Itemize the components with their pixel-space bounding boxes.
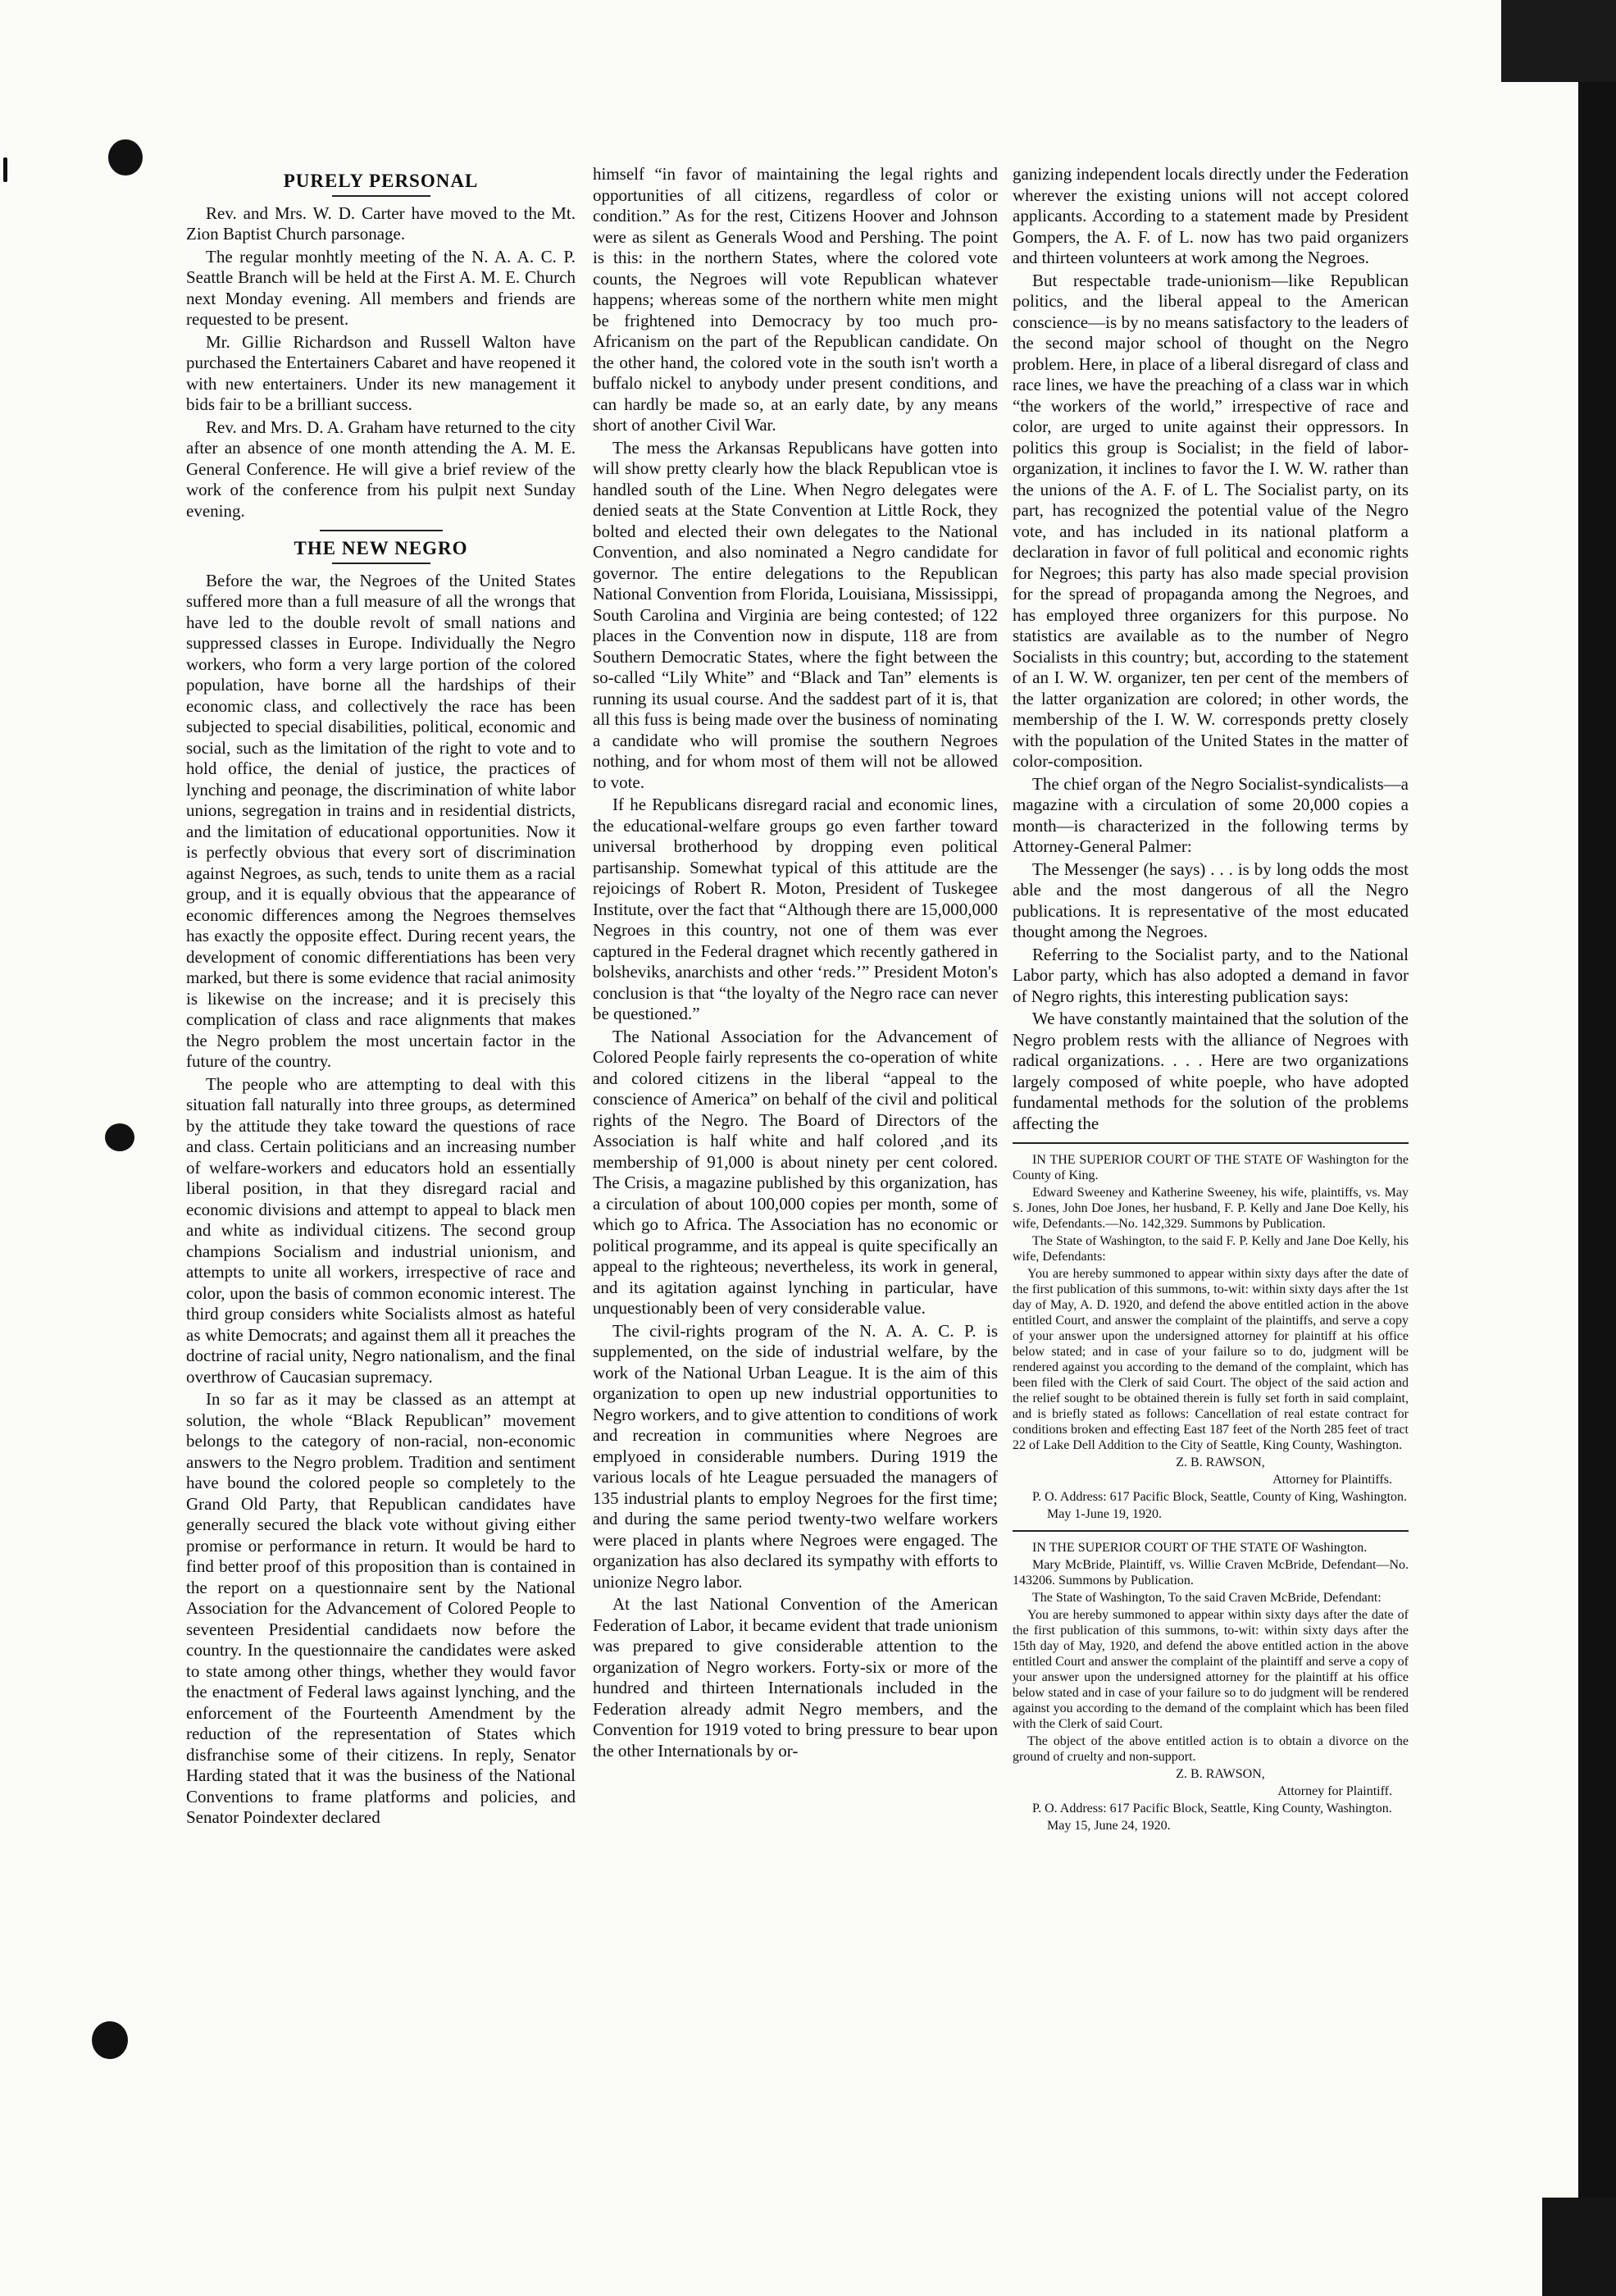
- column-2: [593, 164, 998, 1763]
- column-3: [1013, 164, 1409, 1835]
- notice-parties: Edward Sweeney and Katherine Sweeney, his wife, plaintiffs, vs. May S. Jones, John Doe Jones, her husband, F. P. Kelly and Jane Doe Kelly, his wife, Defendants.—No. 142,329. Summons by Publication.: [1013, 1186, 1409, 1231]
- notice-signer-title: Attorney for Plaintiffs.: [1272, 1473, 1392, 1487]
- ink-mark: [3, 157, 7, 182]
- scan-corner-top: [1501, 0, 1616, 82]
- notice-divider: [1013, 1142, 1409, 1144]
- column-1: [186, 164, 576, 1830]
- article-paragraph: The people who are attempting to deal with this situation fall naturally into three groups, as determined by the attitude they take toward the questions of race and class. Certain politicians and an increasing number of welfare-workers and educators hold an essentially liberal position, in that they disregard racial and economic divisions and attempt to appeal to black men and white as individual citizens. The second group champions Socialism and industrial unionism, and attempts to unite all workers, irrespective of race and color, upon the basis of common economic interest. The third group considers white Socialists almost as hateful as white Democrats; and against them all it preaches the doctrine of racial unity, Negro nationalism, and the final overthrow of Caucasian supremacy.: [186, 1073, 576, 1387]
- article-paragraph: The civil-rights program of the N. A. A. C. P. is supplemented, on the side of industrial welfare, by the work of the National Urban League. It is the aim of this organization to open up new industrial opportunities to Negro workers, and to give attention to conditions of work and recreation in communities where Negroes are emplyoed in considerable numbers. During 1919 the various locals of hte League persuaded the managers of 135 industrial plants to employ Negroes for the first time; and during the same period twenty-two welfare workers were placed in plants where Negroes were engaged. The organization has also declared its sympathy with efforts to unionize Negro labor.: [593, 1320, 998, 1592]
- section-rule: [320, 530, 443, 531]
- notice-dates: May 15, June 24, 1920.: [1047, 1819, 1171, 1833]
- new-negro-heading: THE NEW NEGRO: [294, 538, 468, 558]
- scan-corner-bottom: [1542, 2198, 1616, 2296]
- notice-parties: Mary McBride, Plaintiff, vs. Willie Craven McBride, Defendant—No. 143206. Summons by Publication.: [1013, 1558, 1409, 1588]
- notice-body: You are hereby summoned to appear within sixty days after the date of the first publication of this summons, to-wit: within sixty days after the 15th day of May, 1920, and defend the above entitled action in the above entitled Court and answer the complaint of the plaintiff and serve a copy of your answer upon the undersigned attorney for the plaintiff at his office below stated and in case of your failure so to do judgment will be rendered against you according to the demand of the complaint which has been filed with the Clerk of said Court.: [1013, 1608, 1409, 1731]
- notice-address: P. O. Address: 617 Pacific Block, Seattle, County of King, Washington.: [1032, 1490, 1408, 1504]
- article-paragraph: At the last National Convention of the American Federation of Labor, it became evident that trade unionism was prepared to give considerable attention to the organization of Negro workers. Forty-six or more of the hundred and thirteen Internationals included in the Federation already admit Negro members, and the Convention for 1919 voted to bring pressure to bear upon the other Internationals by or-: [593, 1594, 998, 1761]
- heading-rule: [332, 195, 430, 197]
- article-paragraph: The chief organ of the Negro Socialist-syndicalists—a magazine with a circulation of some 20,000 copies a month—is characterized in the following terms by Attorney-General Palmer:: [1013, 773, 1409, 856]
- notice-object: The object of the above entitled action is to obtain a divorce on the ground of cruelty and non-support.: [1013, 1734, 1409, 1764]
- article-paragraph: In so far as it may be classed as an attempt at solution, the whole “Black Republican” movement belongs to the category of non-racial, non-economic answers to the Negro problem. Tradition and sentiment have bound the colored people so completely to the Grand Old Party, that Republican candidates have generally secured the black vote without giving either promise or performance in return. It would be hard to find better proof of this proposition than is contained in the report on a questionnaire sent by the National Association for the Advancement of Colored People to seventeen Presidential candidaets now before the country. In the questionnaire the candidates were asked to state among other things, whether they would favor the enactment of Federal laws against lynching, and the enforcement of the Fourteenth Amendment by the reduction of the representation of States which disfranchise some of their citizens. In reply, Senator Harding stated that it was the business of the National Conventions to frame platforms and policies, and Senator Poindexter declared: [186, 1389, 576, 1827]
- article-paragraph: But respectable trade-unionism—like Republican politics, and the liberal appeal to the American conscience—is by no means satisfactory to the leaders of the second major school of thought on the Negro problem. Here, in place of a liberal disregard of class and race lines, we have the preaching of a class war in which “the workers of the world,” irrespective of race and color, are urged to unite against their oppressors. In politics this group is Socialist; in the field of labor-organization, it inclines to favor the I. W. W. rather than the unions of the A. F. of L. The Socialist party, on its part, has recognized the potential value of the Negro vote, and has included in its national platform a declaration in favor of full political and economic rights for Negroes; this party has also made special provision for the spread of propaganda among the Negroes, and has employed three organizers for this purpose. No statistics are available as to the number of Negro Socialists in this country; but, according to the statement of an I. W. W. organizer, ten per cent of the members of the latter organization are colored; in other words, the membership of the I. W. W. corresponds pretty closely with the population of the United States in the matter of color-composition.: [1013, 270, 1409, 771]
- article-paragraph: himself “in favor of maintaining the legal rights and opportunities of all citizens, regardless of color or condition.” As for the rest, Citizens Hoover and Johnson were as silent as Generals Wood and Pershing. The point is this: in the northern States, where the colored vote counts, the Negroes will vote Republican whatever happens; whereas some of the northern white men might be frightened into Democracy by too much pro-Africanism on the part of the Republican candidate. On the other hand, the colored vote in the south isn't worth a buffalo nickel to anybody under present conditions, and can hardly be made so, at an early date, by any means short of another Civil War.: [593, 164, 998, 435]
- personal-item: Mr. Gillie Richardson and Russell Walton have purchased the Entertainers Cabaret and have reopened it with new entertainers. Under its new management it bids fair to be a brilliant success.: [186, 331, 576, 414]
- notice-court: IN THE SUPERIOR COURT OF THE STATE OF Washington.: [1032, 1541, 1368, 1555]
- scan-edge: [1578, 0, 1616, 2296]
- article-paragraph: Before the war, the Negroes of the United States suffered more than a full measure of all the wrongs that have led to the double revolt of small nations and suppressed classes in Europe. Individually the Negro workers, who form a very large portion of the colored population, have borne all the hardships of their economic class, and collectively the race has been subjected to special disabilities, political, economic and social, such as the limitation of the right to vote and to hold office, the denial of justice, the practices of lynching and peonage, the discrimination of white labor unions, segregation in trains and in residential districts, and the limitation of educational opportunities. Now it is perfectly obvious that every sort of discrimination against Negroes, as such, tends to unite them as a racial group, and it is equally obvious that the appearance of economic differences among the Negroes themselves has exactly the opposite effect. During recent years, the development of conomic differentiations has been very marked, but there is some evidence that racial animosity is likewise on the increase; and it is precisely this complication of class and race alignments that makes the Negro problem the most uncertain factor in the future of the country.: [186, 570, 576, 1071]
- article-paragraph: Referring to the Socialist party, and to the National Labor party, which has also adopted a demand in favor of Negro rights, this interesting publication says:: [1013, 944, 1409, 1006]
- article-paragraph: If he Republicans disregard racial and economic lines, the educational-welfare groups go even farther toward universal brotherhood by dropping even political partisanship. Somewhat typical of this attitude are the rejoicings of Robert R. Moton, President of Tuskegee Institute, over the fact that “Although there are 15,000,000 Negroes in this country, not one of them was ever captured in the Federal dragnet which recently gathered in bolsheviks, anarchists and other ‘reds.’” President Moton's conclusion is that “the loyalty of the Negro race can never be questioned.”: [593, 795, 998, 1023]
- legal-notice-sweeney: [1013, 1152, 1409, 1522]
- notice-address-to: The State of Washington, To the said Craven McBride, Defendant:: [1032, 1591, 1382, 1605]
- punch-hole-bottom: [92, 2021, 128, 2059]
- notice-address-to: The State of Washington, to the said F. P. Kelly and Jane Doe Kelly, his wife, Defendants:: [1013, 1234, 1409, 1264]
- block-quote: The Messenger (he says) . . . is by long odds the most able and the most dangerous of all the Negro publications. It is representative of the most educated thought among the Negroes.: [1013, 859, 1409, 941]
- notice-divider: [1013, 1530, 1409, 1532]
- article-paragraph: ganizing independent locals directly under the Federation wherever the existing unions will not accept colored applicants. According to a statement made by President Gompers, the A. F. of L. now has two paid organizers and thirteen volunteers at work among the Negroes.: [1013, 164, 1409, 267]
- personal-item: The regular monhtly meeting of the N. A. A. C. P. Seattle Branch will be held at the First A. M. E. Church next Monday evening. All members and friends are requested to be present.: [186, 246, 576, 329]
- punch-hole-middle: [105, 1123, 134, 1151]
- article-paragraph: The mess the Arkansas Republicans have gotten into will show pretty clearly how the black Republican vtoe is handled south of the Line. When Negro delegates were denied seats at the State Convention at Little Rock, they bolted and elected their own delegates to the National Convention, and also nominated a Negro candidate for governor. The entire delegations to the Republican National Convention from Florida, Louisiana, Mississippi, South Carolina and Virginia are being contested; of 122 places in the Convention now in dispute, 118 are from Southern Democratic States, where the fight between the so-called “Lily White” and “Black and Tan” elements is running its usual course. And the saddest part of it is, that all this fuss is being made over the business of nominating a candidate who will promise the southern Negroes nothing, and for whom most of them will not be allowed to vote.: [593, 437, 998, 792]
- notice-body: You are hereby summoned to appear within sixty days after the date of the first publication of this summons, to-wit: within sixty days after the 1st day of May, A. D. 1920, and defend the above entitled action in the above entitled Court, and answer the complaint of the plaintiffs, and serve a copy of your answer upon the undersigned attorney for plaintiff at his office below stated; and in case of your failure so to do, judgment will be rendered against you according to the demand of the complaint, which has been filed with the Clerk of said Court. The object of the said action and the relief sought to be obtained therein is fully set forth in said complaint, and is briefly stated as follows: Cancellation of real estate contract for conditions broken and effecting East 187 feet of the North 285 feet of tract 22 of Lake Dell Addition to the City of Seattle, King County, Washington.: [1013, 1267, 1409, 1452]
- notice-signer: Z. B. RAWSON,: [1176, 1456, 1265, 1469]
- legal-notice-mcbride: [1013, 1540, 1409, 1834]
- notice-dates: May 1-June 19, 1920.: [1047, 1507, 1162, 1521]
- personal-item: Rev. and Mrs. W. D. Carter have moved to the Mt. Zion Baptist Church parsonage.: [186, 203, 576, 244]
- notice-address: P. O. Address: 617 Pacific Block, Seattle, King County, Washington.: [1032, 1802, 1392, 1815]
- notice-signer-title: Attorney for Plaintiff.: [1277, 1784, 1392, 1798]
- notice-court: IN THE SUPERIOR COURT OF THE STATE OF Washington for the County of King.: [1013, 1153, 1409, 1182]
- personal-item: Rev. and Mrs. D. A. Graham have returned to the city after an absence of one month attending the A. M. E. General Conference. He will give a brief review of the work of the conference from his pulpit next Sunday evening.: [186, 417, 576, 521]
- punch-hole-top: [108, 139, 143, 175]
- block-quote: We have constantly maintained that the solution of the Negro problem rests with the alliance of Negroes with radical organizations. . . . Here are two organizations largely composed of white poeple, who have adopted fundamental methods for the solution of the problems affecting the: [1013, 1009, 1409, 1133]
- article-paragraph: The National Association for the Advancement of Colored People fairly represents the co-operation of white and colored citizens in the liberal “appeal to the conscience of America” on behalf of the civil and political rights of the Negro. The Board of Directors of the Association is half white and half colored ,and its membership of 91,000 is about ninety per cent colored. The Crisis, a magazine published by this organization, has a circulation of about 100,000 copies per month, some of which go to Africa. The Association has no economic or political programme, and its appeal is quite specifically an appeal to the righteous; nevertheless, its work in general, and its agitation against lynching in particular, have unquestionably been of very considerable value.: [593, 1026, 998, 1318]
- heading-rule: [332, 563, 430, 564]
- notice-signer: Z. B. RAWSON,: [1176, 1767, 1265, 1781]
- purely-personal-heading: PURELY PERSONAL: [283, 171, 479, 191]
